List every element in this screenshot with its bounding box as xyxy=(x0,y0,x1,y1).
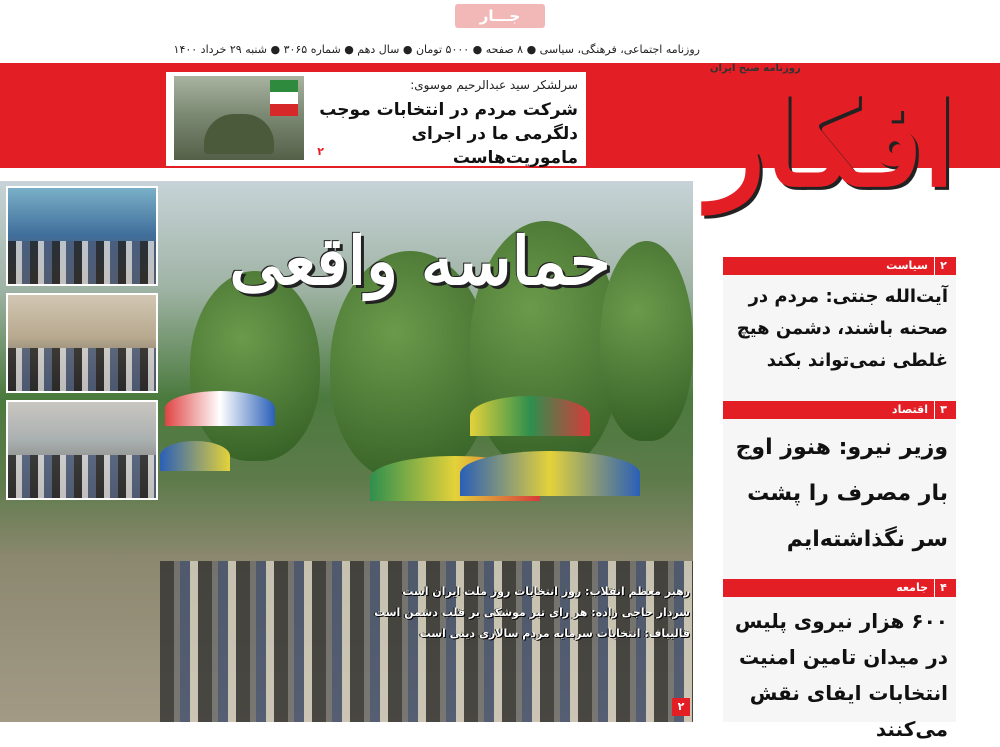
section-page-number: ۳ xyxy=(934,401,952,419)
umbrella-image xyxy=(460,451,640,496)
section-bar xyxy=(723,257,956,275)
umbrella-image xyxy=(160,441,230,471)
teaser-box[interactable] xyxy=(166,72,586,166)
section-page-number: ۲ xyxy=(934,257,952,275)
bullet-line: قالیباف: انتخابات سرمایه مردم سالاری دینی است xyxy=(419,627,690,640)
thumbnail-photo xyxy=(6,293,158,393)
bullet-line: رهبر معظم انقلاب: روز انتخابات روز ملت ایران است xyxy=(402,585,690,598)
main-page-number: ۲ xyxy=(672,698,690,716)
teaser-kicker: سرلشکر سید عبدالرحیم موسوی: xyxy=(410,78,578,92)
main-headline[interactable]: حماسه واقعی xyxy=(229,222,611,300)
issue-info-line: روزنامه اجتماعی، فرهنگی، سیاسی ● ۸ صفحه ● ۵۰۰۰ تومان ● سال دهم ● شماره ۳۰۶۵ ● شنبه ۲۹ خرداد ۱۴۰۰ xyxy=(173,43,700,56)
bullet-line: سردار حاجی زاده: هر رای تیر موشکی بر قلب دشمن است xyxy=(374,606,690,619)
umbrella-image xyxy=(165,391,275,426)
sidebar-section-society[interactable] xyxy=(723,579,956,747)
logo-tagline: روزنامه صبح ایران xyxy=(710,63,801,74)
thumbnail-photo xyxy=(6,400,158,500)
section-label: اقتصاد xyxy=(891,403,928,416)
main-bullets xyxy=(360,585,690,648)
thumbnail-photo xyxy=(6,186,158,286)
section-bar xyxy=(723,579,956,597)
section-tag: جـــار xyxy=(455,4,545,28)
masthead-logo xyxy=(700,55,1000,255)
section-headline[interactable]: ۶۰۰ هزار نیروی پلیس در میدان تامین امنیت انتخابات ایفای نقش می‌کنند xyxy=(734,609,948,741)
umbrella-image xyxy=(470,396,590,436)
section-headline[interactable]: وزیر نیرو: هنوز اوج بار مصرف را پشت سر نگذاشته‌ایم xyxy=(735,435,948,552)
portrait-figure xyxy=(204,114,274,154)
section-bar xyxy=(723,401,956,419)
teaser-page-number: ۲ xyxy=(317,145,324,158)
sidebar-column xyxy=(723,257,956,741)
section-page-number: ۴ xyxy=(934,579,952,597)
flag-image xyxy=(270,80,298,116)
sidebar-section-politics[interactable] xyxy=(723,257,956,377)
sidebar-section-economy[interactable] xyxy=(723,401,956,563)
teaser-photo xyxy=(174,76,304,160)
teaser-title[interactable]: شرکت مردم در انتخابات موجب دلگرمی ما در اجرای ماموریت‌هاست xyxy=(319,100,578,168)
section-headline[interactable]: آیت‌الله جنتی: مردم در صحنه باشند، دشمن هیچ غلطی نمی‌تواند بکند xyxy=(736,286,948,371)
section-label: جامعه xyxy=(896,581,928,594)
section-label: سیاست xyxy=(886,259,928,272)
logo-text: افکار xyxy=(708,74,956,213)
